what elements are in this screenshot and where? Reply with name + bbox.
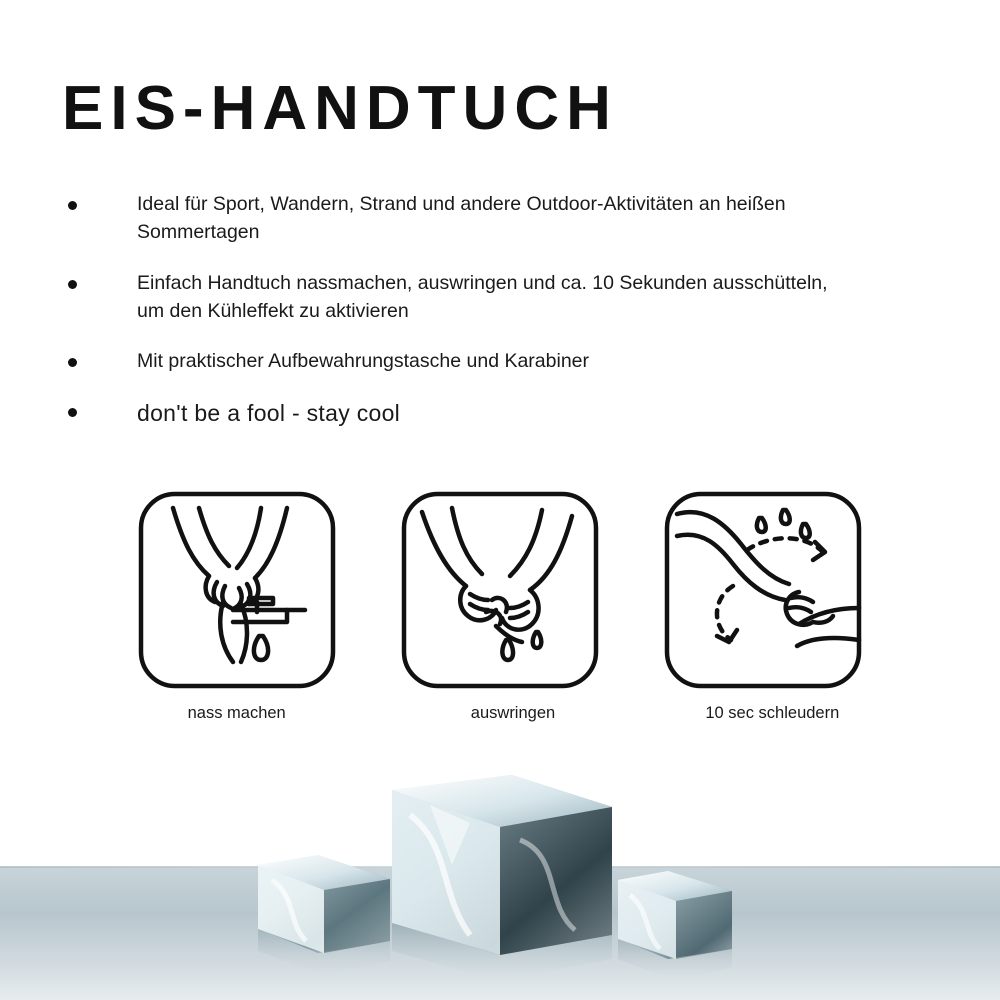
step-3 [657, 490, 870, 723]
bullet-icon [68, 358, 77, 367]
list-item-label: don't be a fool - stay cool [137, 400, 401, 427]
bullet-icon [68, 408, 77, 417]
page-title: EIS-HANDTUCH [62, 74, 618, 143]
ice-cubes-photo [0, 745, 1000, 1000]
ice-cubes-illustration [0, 745, 1000, 1000]
hands-under-faucet-icon [137, 490, 337, 690]
step-3-caption: 10 sec schleudern [705, 704, 840, 722]
hand-swinging-towel-icon [663, 490, 863, 690]
step-2-caption: auswringen [470, 704, 556, 722]
step-2 [393, 490, 606, 723]
list-item-label: Mit praktischer Aufbewahrungstasche und Karabiner [137, 350, 590, 373]
list-item [60, 269, 880, 326]
hands-wringing-towel-icon [400, 490, 600, 690]
step-1 [130, 490, 343, 723]
step-1-caption: nass machen [187, 704, 286, 722]
feature-list [60, 190, 880, 453]
list-item-label: Ideal für Sport, Wandern, Strand und andere Outdoor-Aktivitäten an heißen Sommertagen [137, 193, 786, 244]
bullet-icon [68, 280, 77, 289]
list-item [60, 347, 880, 375]
instruction-steps [130, 490, 870, 723]
bullet-icon [68, 201, 77, 210]
list-item [60, 190, 880, 247]
list-item-label: Einfach Handtuch nassmachen, auswringen und ca. 10 Sekunden ausschütteln, um den Kühleffekt zu aktivieren [137, 271, 828, 322]
list-item-tagline [60, 397, 880, 430]
